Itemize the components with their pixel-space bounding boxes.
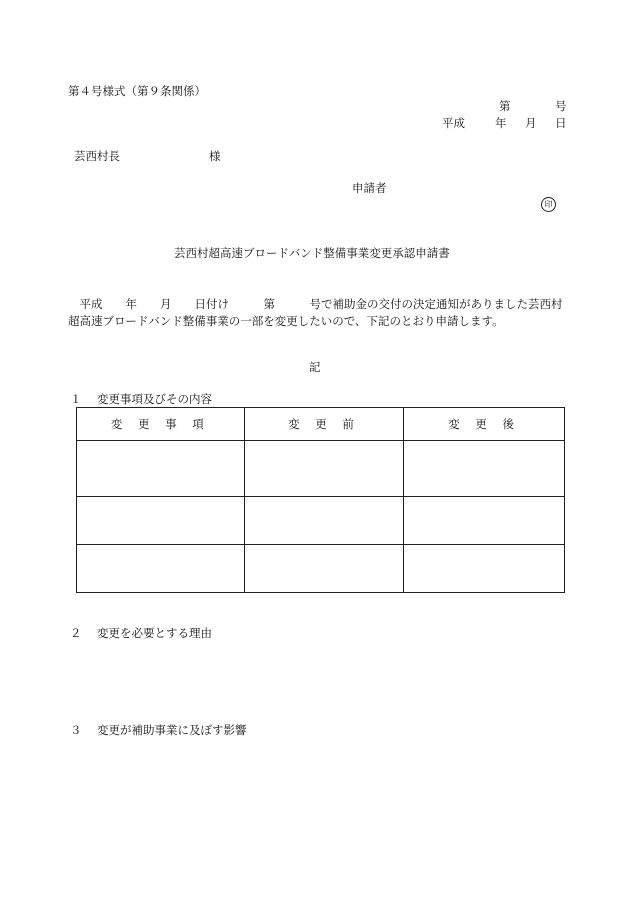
header-after: 変 更 後: [404, 408, 565, 441]
table-cell[interactable]: [77, 441, 245, 497]
header-change-item: 変 更 事 項: [77, 408, 245, 441]
doc-number-suffix: 号: [555, 99, 567, 113]
section-3-title: 変更が補助事業に及ぼす影響: [97, 723, 247, 737]
table-cell[interactable]: [77, 497, 245, 545]
table-cell[interactable]: [404, 497, 565, 545]
honorific: 様: [209, 149, 221, 163]
table-row: [77, 497, 565, 545]
table-cell[interactable]: [244, 441, 404, 497]
form-number: 第４号様式（第９条関係）: [68, 84, 206, 98]
table-cell[interactable]: [77, 545, 245, 593]
ki-heading: 記: [309, 360, 321, 374]
doc-number-prefix: 第: [499, 99, 511, 113]
section-2-title: 変更を必要とする理由: [97, 626, 212, 640]
addressee: 芸西村長: [74, 149, 120, 163]
table-cell[interactable]: [244, 497, 404, 545]
table-header-row: [77, 408, 565, 441]
date-era: 平成: [442, 116, 465, 130]
section-3-number: ３: [70, 723, 82, 737]
date-month-label: 月: [525, 116, 537, 130]
table-cell[interactable]: [404, 441, 565, 497]
table-cell[interactable]: [244, 545, 404, 593]
document-title: 芸西村超高速ブロードバンド整備事業変更承認申請書: [174, 246, 450, 260]
table-row: [77, 441, 565, 497]
body-paragraph: 平成 年 月 日付け 第 号で補助金の交付の決定通知がありました芸西村超高速ブロードバンド整備事業の一部を変更したいので、下記のとおり申請します。: [68, 297, 563, 328]
table-row: [77, 545, 565, 593]
date-year-label: 年: [495, 116, 507, 130]
date-day-label: 日: [555, 116, 567, 130]
applicant-label: 申請者: [352, 181, 387, 195]
table-cell[interactable]: [404, 545, 565, 593]
seal-mark: 印: [541, 197, 556, 212]
section-2-number: ２: [70, 626, 82, 640]
section-1-title: 変更事項及びその内容: [97, 392, 212, 406]
changes-table: [76, 407, 565, 593]
section-1-number: １: [70, 392, 82, 406]
header-before: 変 更 前: [244, 408, 404, 441]
